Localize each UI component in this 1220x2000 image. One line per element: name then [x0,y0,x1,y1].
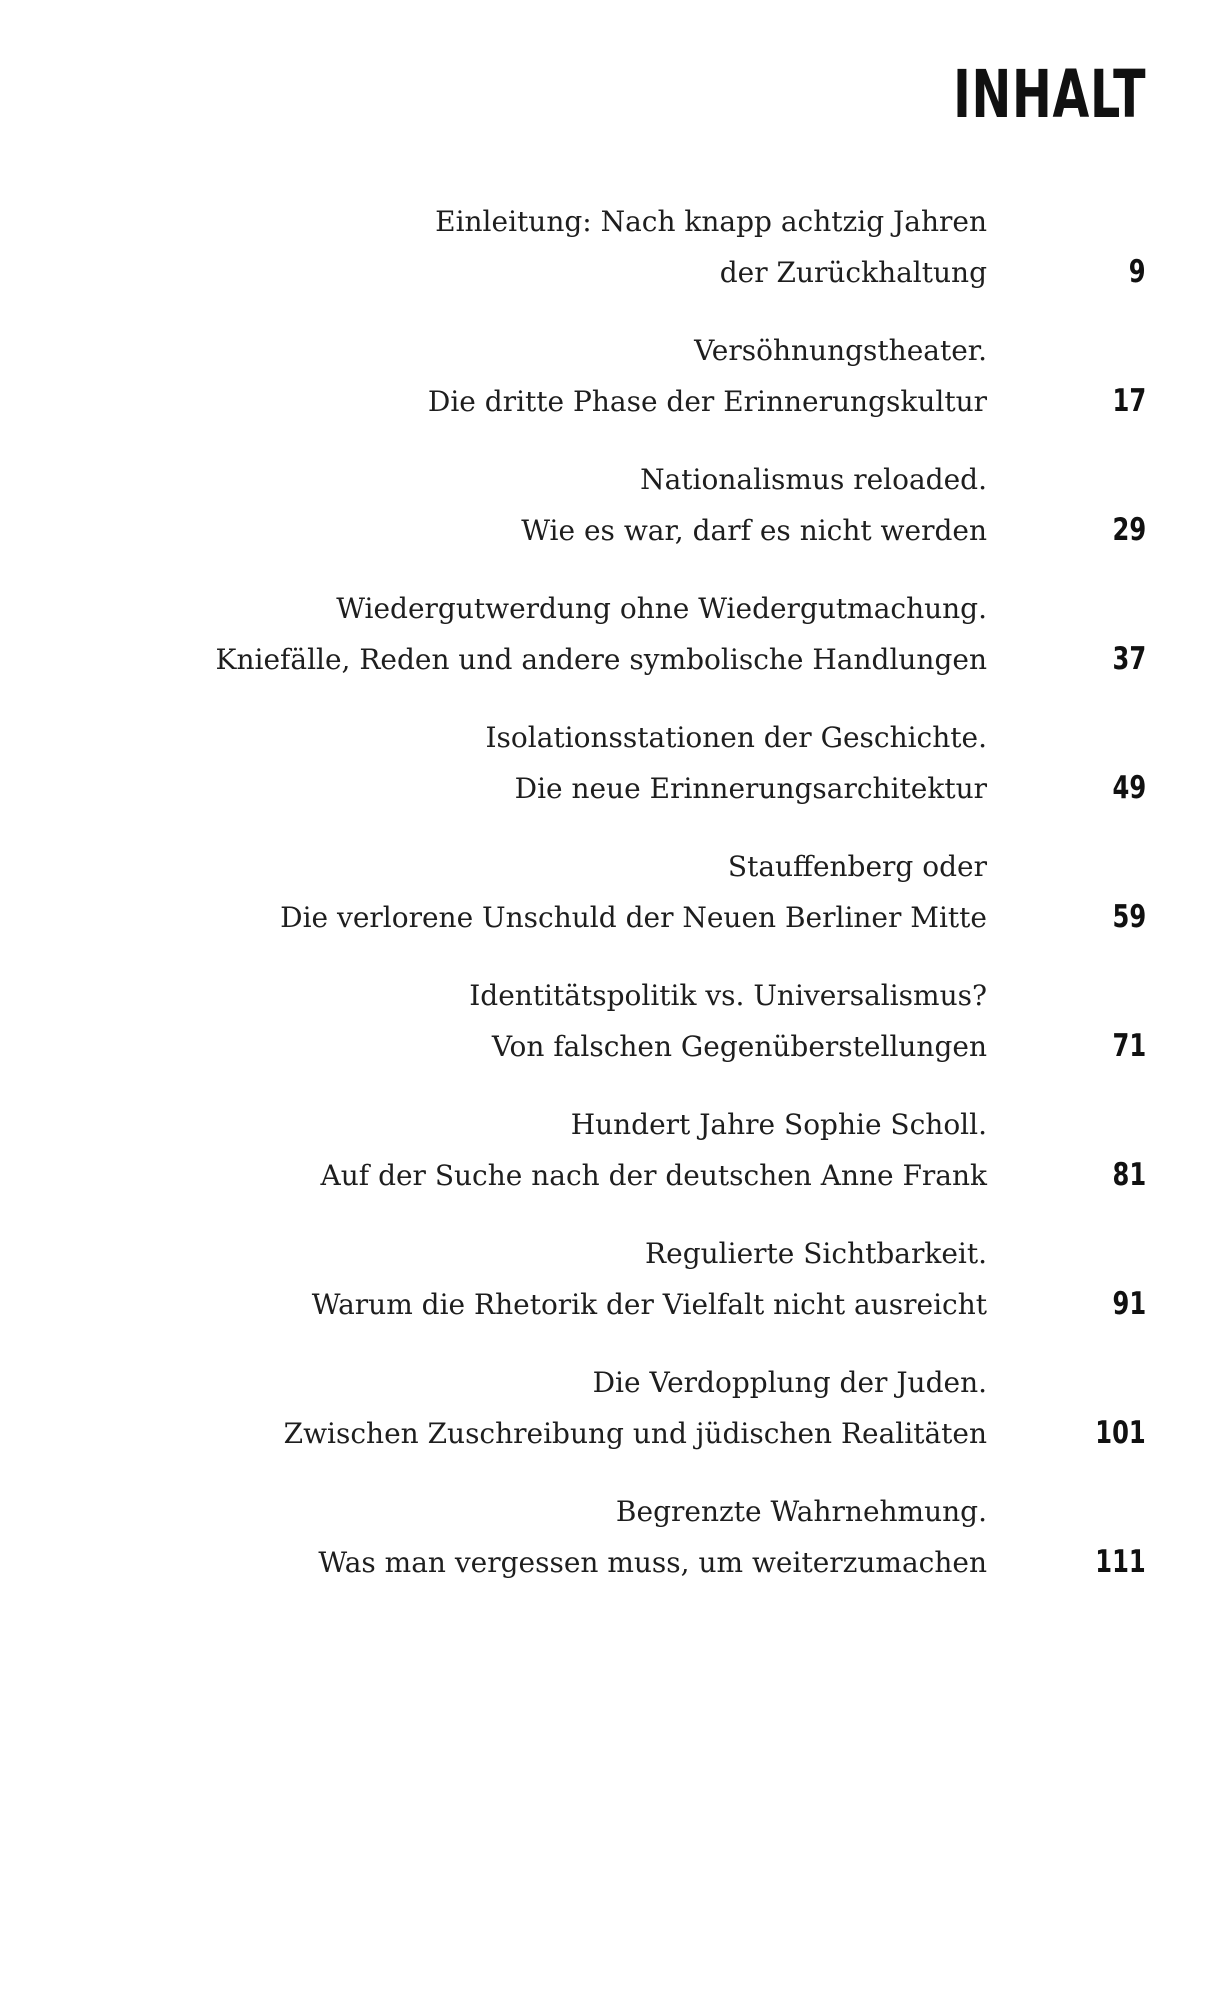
toc-entry-title: Wiedergutwerdung ohne Wiedergutmachung. [336,592,987,625]
toc-entry-title: Regulierte Sichtbarkeit. [645,1237,987,1270]
toc-entry [0,841,1220,942]
toc-page-number: 71 [1112,1028,1146,1064]
toc-entry-subtitle: Wie es war, darf es nicht werden [521,514,987,547]
toc-entry-title: Identitätspolitik vs. Universalismus? [469,979,987,1012]
page-title: INHALT [952,56,1146,133]
toc-entry-subtitle: Was man vergessen muss, um weiterzumachen [318,1546,987,1579]
toc-page-number: 101 [1095,1415,1146,1451]
toc-entry-title: Versöhnungstheater. [694,334,987,367]
toc-page-number: 17 [1112,383,1146,419]
toc-entry [0,583,1220,684]
toc-page-number: 29 [1112,512,1146,548]
toc-entry [0,1357,1220,1458]
toc-entry [0,454,1220,555]
toc-page-number: 59 [1112,899,1146,935]
toc-entry-subtitle: Die dritte Phase der Erinnerungskultur [427,385,987,418]
toc-entry-title: Isolationsstationen der Geschichte. [485,721,987,754]
toc-page-number: 91 [1112,1286,1146,1322]
toc-page-number: 81 [1112,1157,1146,1193]
toc-entry-title: Stauffenberg oder [727,850,987,883]
toc-entry [0,712,1220,813]
toc-entry-subtitle: Die verlorene Unschuld der Neuen Berliner Mitte [280,901,987,934]
toc-page-number: 49 [1112,770,1146,806]
toc-entry [0,1228,1220,1329]
toc-entry-subtitle: Kniefälle, Reden und andere symbolische Handlungen [215,643,987,676]
toc-entry [0,1099,1220,1200]
toc-entry-title: Begrenzte Wahrnehmung. [615,1495,987,1528]
toc-entry [0,196,1220,297]
toc-entry-title: Einleitung: Nach knapp achtzig Jahren [435,205,987,238]
toc-page-number: 111 [1095,1544,1146,1580]
toc-entry [0,325,1220,426]
toc-entry-subtitle: Warum die Rhetorik der Vielfalt nicht ausreicht [311,1288,987,1321]
toc-entry-title: Die Verdopplung der Juden. [592,1366,987,1399]
toc-entry-subtitle: Von falschen Gegenüberstellungen [491,1030,987,1063]
toc-entry-subtitle: der Zurückhaltung [719,256,987,289]
toc-entry-subtitle: Auf der Suche nach der deutschen Anne Frank [320,1159,987,1192]
toc-entry-subtitle: Zwischen Zuschreibung und jüdischen Realitäten [283,1417,987,1450]
toc-entry [0,1486,1220,1587]
toc-entry-title: Hundert Jahre Sophie Scholl. [570,1108,987,1141]
toc-entry-subtitle: Die neue Erinnerungsarchitektur [514,772,987,805]
table-of-contents [0,196,1220,1615]
toc-entry [0,970,1220,1071]
toc-page-number: 37 [1112,641,1146,677]
toc-entry-title: Nationalismus reloaded. [640,463,987,496]
toc-page-number: 9 [1129,254,1146,290]
